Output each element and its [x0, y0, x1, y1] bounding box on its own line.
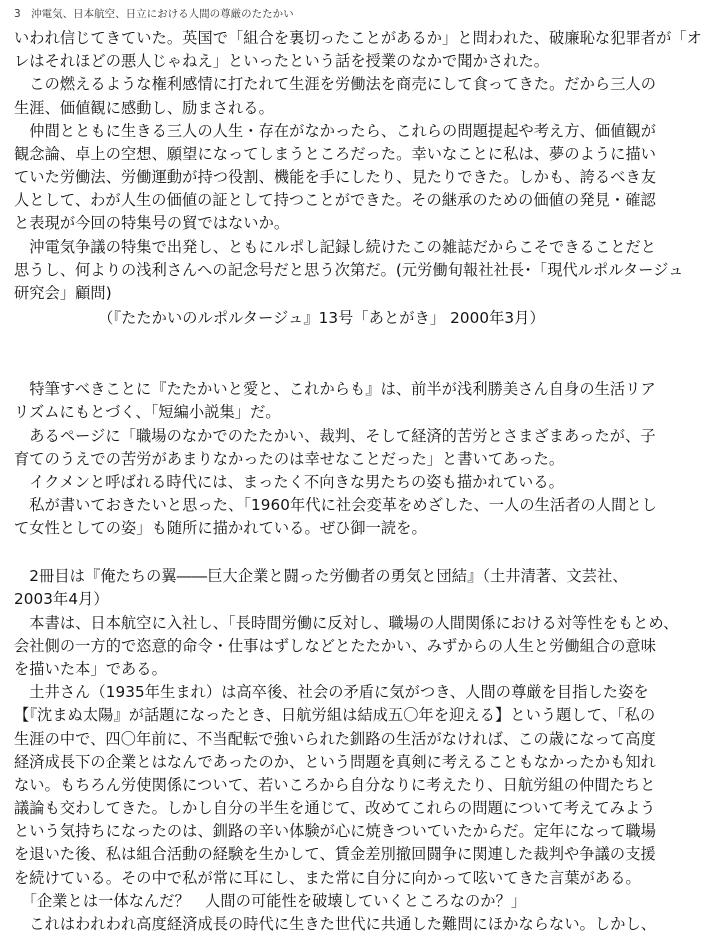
text-line: 会社側の一方的で恣意的命令・仕事はずしなどとたたかい、みずからの人生と労働組合の意味 [14, 636, 657, 655]
text-line: 研究会」顧問) [14, 283, 112, 302]
text-line: を続けている。その中で私が常に耳にし、また常に自分に向かって呟いてきた言葉がある。 [14, 868, 641, 887]
text-line: 人として、わが人生の価値の証として持つことができた。その継承のための価値の発見・確認 [14, 191, 656, 210]
text-line: 生涯の中で、四〇年前に、不当配転で強いられた釧路の生活がなければ、この歳になって高度 [14, 729, 656, 748]
text-line: と表現が今回の特集号の貿ではないか。 [14, 214, 290, 233]
text-line: 「企業とは一体なんだ？ 人間の可能性を破壊していくところなのか？」 [14, 891, 527, 910]
text-line: 思うし、何よりの浅利さんへの記念号だと思う次第だ。(元労働旬報社社長･「現代ルポルタージュ [14, 260, 684, 279]
citation-line: （『たたかいのルポルタージュ』13号「あとがき」 2000年3月） [14, 308, 545, 327]
text-line: という気持ちになったのは、釧路の辛い体験が心に焼きついていたからだ。定年になって職場 [14, 822, 657, 841]
text-line: 観念論、卓上の空想、願望になってしまうところだった。幸いなことに私は、夢のように描い [14, 144, 657, 163]
text-line: 議論も交わしてきた。しかし自分の半生を通じて、改めてこれらの問題について考えてみよう [14, 799, 656, 817]
text-line: 仲間とともに生きる三人の人生・存在がなかったら、これらの問題提起や考え方、価値観が [14, 121, 657, 140]
text-line: 2003年4月） [14, 590, 109, 609]
text-line: ない。もちろん労使関係について、若いころから自分なりに考えたり、日航労組の仲間たちと [14, 775, 656, 794]
text-line: 経済成長下の企業とはなんであったのか、という問題を真剣に考えることもなかったかも知れ [14, 752, 656, 771]
text-line: を退いた後、私は組合活動の経験を生かして、賃金差別撤回闘争に関連した裁判や争議の支援 [14, 845, 656, 864]
text-line: 特筆すべきことに『たたかいと愛と、これからも』は、前半が浅利勝美さん自身の生活リア [14, 380, 656, 399]
text-line: これはわれわれ高度経済成長の時代に生きた世代に共通した難問にほかならない。しかし、 [14, 914, 657, 933]
text-line: いわれ信じてきていた。英国で「組合を裏切ったことがあるか」と問われた、破廉恥な犯罪者が「オ [14, 29, 702, 47]
text-line: イクメンと呼ばれる時代には、まったく不向きな男たちの姿も描かれている。 [14, 472, 564, 491]
text-line: 生涯、価値観に感動し、励まされる。 [14, 98, 274, 117]
text-line: 【『沈まぬ太陽』が話題になったとき、日航労組は結成五〇年を迎える】という題して、「私の [14, 706, 656, 725]
text-line: レはそれほどの悪人じゃねえ」といったという話を授業のなかで聞かされた。 [14, 52, 550, 71]
text-line: を描いた本」である。 [14, 660, 167, 678]
text-line: 本書は、日本航空に入社し、「長時間労働に反対し、職場の人間関係における対等性をもとめ、 [14, 613, 679, 632]
text-line: ていた労働法、労働運動が持つ役割、機能を手にしたり、見たりできた。しかも、誇るべき友 [14, 168, 657, 186]
text-line: 私が書いておきたいと思った、「1960年代に社会変革をめざした、一人の生活者の人間とし [14, 496, 657, 514]
text-line: 育てのうえでの苦労があまりなかったのは幸せなことだった」と書いてあった。 [14, 449, 565, 468]
text-line: リズムにもとづく、「短編小説集」だ。 [14, 403, 281, 422]
text-line: この燃えるような権利感情に打たれて生涯を労働法を商売にして食ってきた。だから三人の [14, 75, 657, 94]
text-line: て女性としての姿」も随所に描かれている。ぜひ御一読を。 [14, 519, 427, 538]
text-line: 土井さん（1935年生まれ）は高卒後、社会の矛盾に気がつき、人間の尊厳を目指した姿を [14, 683, 649, 702]
text-line: 沖電気争議の特集で出発し、ともにルポし記録し続けたこの雑誌だからこそできることだと [14, 237, 657, 256]
text-line: 2冊目は『俺たちの翼――巨大企業と闘った労働者の勇気と団結』（土井清著、文芸社、 [14, 567, 628, 586]
text-line: あるページに「職場のなかでのたたかい、裁判、そして経済的苦労とさまざまあったが、子 [14, 426, 656, 445]
running-head: 3 沖電気、日本航空、日立における人間の尊厳のたたかい [14, 8, 294, 20]
